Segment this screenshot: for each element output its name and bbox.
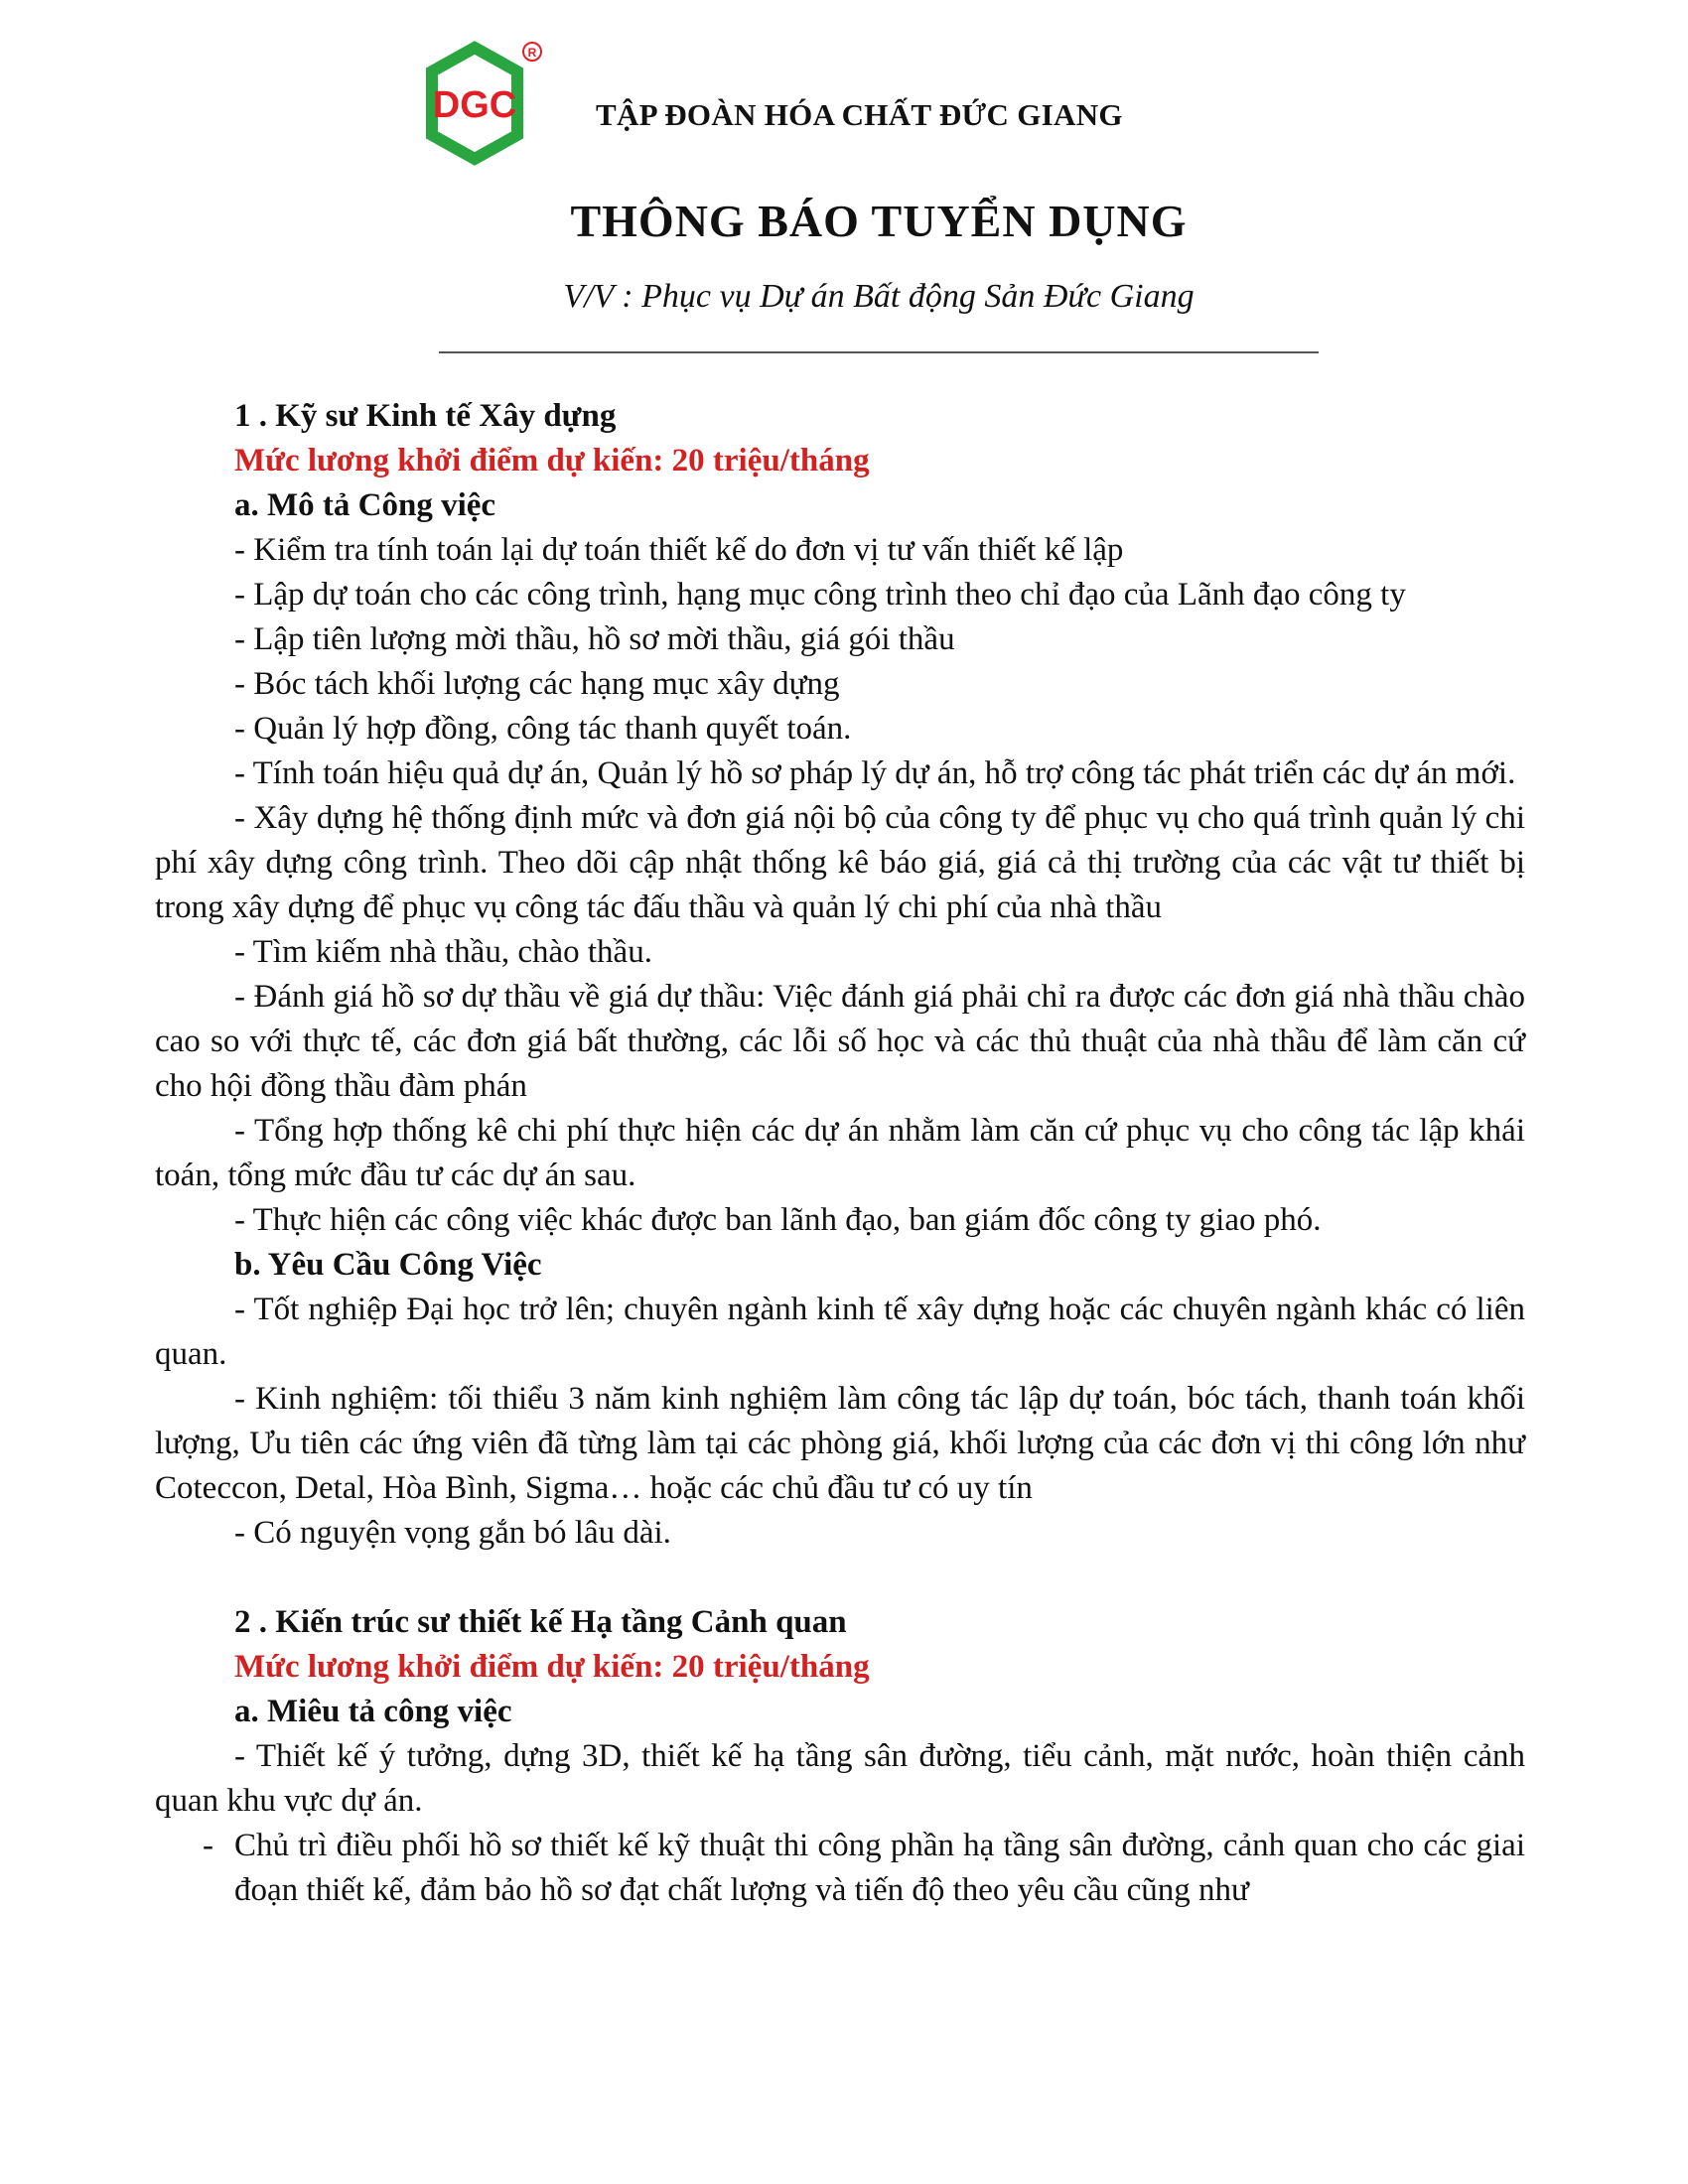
job1-desc-para: - Xây dựng hệ thống định mức và đơn giá nội bộ của công ty để phục vụ cho quá trình quản lý chi phí xây dựng công trình. Theo dõi cập nhật thống kê báo giá, giá cả thị trường của các vật tư thiết bị trong xây dựng để phục vụ công tác đấu thầu và quản lý chi phí của nhà thầu	[155, 800, 1525, 925]
job1-req-para: - Kinh nghiệm: tối thiểu 3 năm kinh nghiệm làm công tác lập dự toán, bóc tách, thanh toán khối lượng, Ưu tiên các ứng viên đã từng làm tại các phòng giá, khối lượng của các đơn vị thi công lớn như Coteccon, Detal, Hòa Bình, Sigma… hoặc các chủ đầu tư có uy tín	[155, 1381, 1525, 1506]
job2-bullet-text: Chủ trì điều phối hồ sơ thiết kế kỹ thuật thi công phần hạ tầng sân đường, cảnh quan cho các giai đoạn thiết kế, đảm bảo hồ sơ đạt chất lượng và tiến độ theo yêu cầu cũng như	[234, 1828, 1525, 1908]
job1-desc-item: - Bóc tách khối lượng các hạng mục xây dựng	[234, 666, 840, 702]
job1-desc-para: - Tổng hợp thống kê chi phí thực hiện các dự án nhằm làm căn cứ phục vụ cho công tác lập khái toán, tổng mức đầu tư các dự án sau.	[155, 1113, 1525, 1193]
job2-desc-para: - Thiết kế ý tưởng, dựng 3D, thiết kế hạ tầng sân đường, tiểu cảnh, mặt nước, hoàn thiện cảnh quan khu vực dự án.	[155, 1738, 1525, 1819]
job1-desc-para: - Thực hiện các công việc khác được ban lãnh đạo, ban giám đốc công ty giao phó.	[234, 1202, 1322, 1238]
job1-heading: 1 . Kỹ sư Kinh tế Xây dựng	[234, 398, 617, 434]
job2-salary: Mức lương khởi điểm dự kiến: 20 triệu/tháng	[234, 1649, 870, 1685]
job1-desc-para: - Tìm kiếm nhà thầu, chào thầu.	[234, 934, 652, 970]
job1-desc-item: - Lập tiên lượng mời thầu, hồ sơ mời thầu, giá gói thầu	[234, 621, 955, 657]
svg-text:R: R	[527, 46, 537, 60]
job1-desc-item: - Kiểm tra tính toán lại dự toán thiết kế do đơn vị tư vấn thiết kế lập	[234, 532, 1124, 568]
job2-heading: 2 . Kiến trúc sư thiết kế Hạ tầng Cảnh quan	[234, 1604, 847, 1640]
logo-text: DGC	[432, 84, 517, 126]
header-divider	[439, 351, 1319, 353]
bullet-dash: -	[203, 1828, 213, 1863]
job2-desc-heading: a. Miêu tả công việc	[234, 1694, 512, 1729]
job1-desc-para: - Đánh giá hồ sơ dự thầu về giá dự thầu: Việc đánh giá phải chỉ ra được các đơn giá nhà thầu chào cao so với thực tế, các đơn giá bất thường, các lỗi số học và các thủ thuật của nhà thầu để làm căn cứ cho hội đồng thầu đàm phán	[155, 979, 1525, 1104]
section-gap	[155, 1556, 1525, 1600]
job1-salary: Mức lương khởi điểm dự kiến: 20 triệu/tháng	[234, 443, 870, 478]
job2-bullet-item	[155, 1824, 1525, 1913]
company-name: TẬP ĐOÀN HÓA CHẤT ĐỨC GIANG	[596, 97, 1123, 132]
job1-req-para: - Có nguyện vọng gắn bó lâu dài.	[234, 1515, 671, 1551]
document-body	[155, 394, 1525, 1913]
job1-desc-item: - Lập dự toán cho các công trình, hạng mục công trình theo chỉ đạo của Lãnh đạo công ty	[234, 577, 1406, 613]
dgc-logo	[415, 40, 548, 179]
job1-req-heading: b. Yêu Cầu Công Việc	[234, 1247, 542, 1283]
page-subtitle: V/V : Phục vụ Dự án Bất động Sản Đức Giang	[563, 278, 1195, 315]
job1-req-para: - Tốt nghiệp Đại học trở lên; chuyên ngành kinh tế xây dựng hoặc các chuyên ngành khác có liên quan.	[155, 1292, 1525, 1372]
job1-desc-item: - Quản lý hợp đồng, công tác thanh quyết toán.	[234, 711, 852, 747]
page-title: THÔNG BÁO TUYỂN DỤNG	[570, 196, 1188, 246]
job1-desc-para: - Tính toán hiệu quả dự án, Quản lý hồ sơ pháp lý dự án, hỗ trợ công tác phát triển các dự án mới.	[234, 755, 1516, 791]
job1-desc-heading: a. Mô tả Công việc	[234, 487, 496, 523]
